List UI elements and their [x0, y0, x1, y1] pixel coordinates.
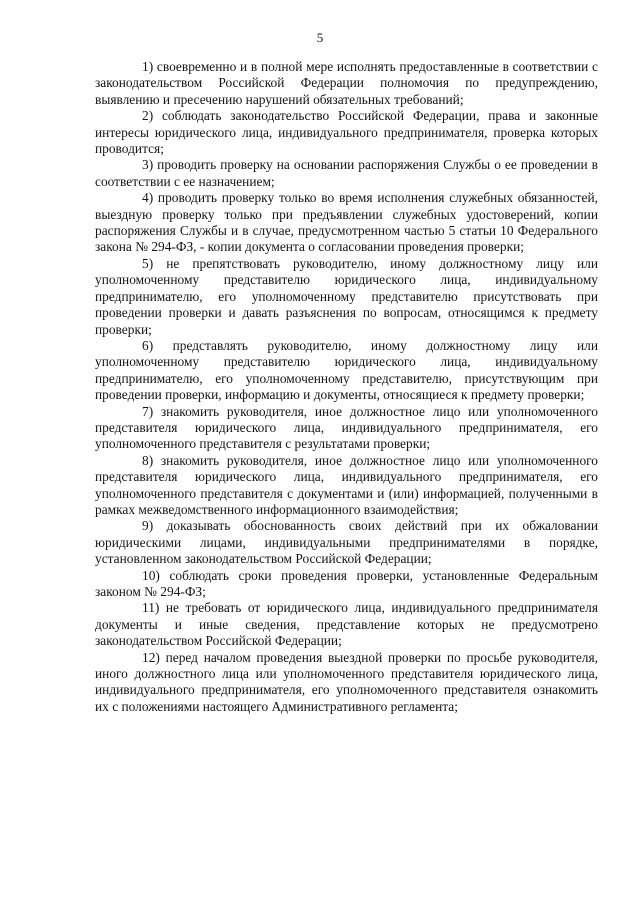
list-item: 5) не препятствовать руководителю, иному должностному лицу или уполномоченному представителю юридического лица, индивидуальному предпринимателю, его уполномоченному представителю присутствовать при проведении проверки и давать разъяснения по вопросам, относящимся к предмету проверки; — [95, 255, 598, 337]
list-item: 4) проводить проверку только во время исполнения служебных обязанностей, выездную проверку только при предъявлении служебных удостоверений, копии распоряжения Службы и в случае, предусмотренном частью 5 статьи 10 Федерального закона № 294-ФЗ, - копии документа о согласовании проведения проверки; — [95, 190, 598, 255]
page-number: 5 — [316, 30, 324, 45]
list-item: 8) знакомить руководителя, иное должностное лицо или уполномоченного представителя юридического лица, индивидуального предпринимателя, его уполномоченного представителя с документами и (или) информацией, полученными в рамках межведомственного информационного взаимодействия; — [95, 452, 598, 517]
list-item: 12) перед началом проведения выездной проверки по просьбе руководителя, иного должностного лица или уполномоченного представителя юридического лица, индивидуального предпринимателя, его уполномоченного представителя ознакомить их с положениями настоящего Административного регламента; — [95, 649, 598, 714]
list-item: 2) соблюдать законодательство Российской Федерации, права и законные интересы юридического лица, индивидуального предпринимателя, проверка которых проводится; — [95, 108, 598, 157]
list-item: 11) не требовать от юридического лица, индивидуального предпринимателя документы и иные сведения, представление которых не предусмотрено законодательством Российской Федерации; — [95, 600, 598, 649]
list-item: 3) проводить проверку на основании распоряжения Службы о ее проведении в соответствии с ее назначением; — [95, 157, 598, 189]
document-body — [95, 59, 598, 715]
list-item: 6) представлять руководителю, иному должностному лицу или уполномоченному представителю юридического лица, индивидуальному предпринимателю, его уполномоченному представителю, присутствующим при проведении проверки, информацию и документы, относящиеся к предмету проверки; — [95, 337, 598, 403]
list-item: 1) своевременно и в полной мере исполнять предоставленные в соответствии с законодательством Российской Федерации полномочия по предупреждению, выявлению и пресечению нарушений обязательных требований; — [95, 59, 598, 107]
list-item: 9) доказывать обоснованность своих действий при их обжаловании юридическими лицами, индивидуальными предпринимателями в порядке, установленном законодательством Российской Федерации; — [95, 518, 598, 567]
list-item: 10) соблюдать сроки проведения проверки, установленные Федеральным законом № 294-ФЗ; — [95, 567, 598, 599]
list-item: 7) знакомить руководителя, иное должностное лицо или уполномоченного представителя юридического лица, индивидуального предпринимателя, его уполномоченного представителя с результатами проверки; — [95, 403, 598, 452]
